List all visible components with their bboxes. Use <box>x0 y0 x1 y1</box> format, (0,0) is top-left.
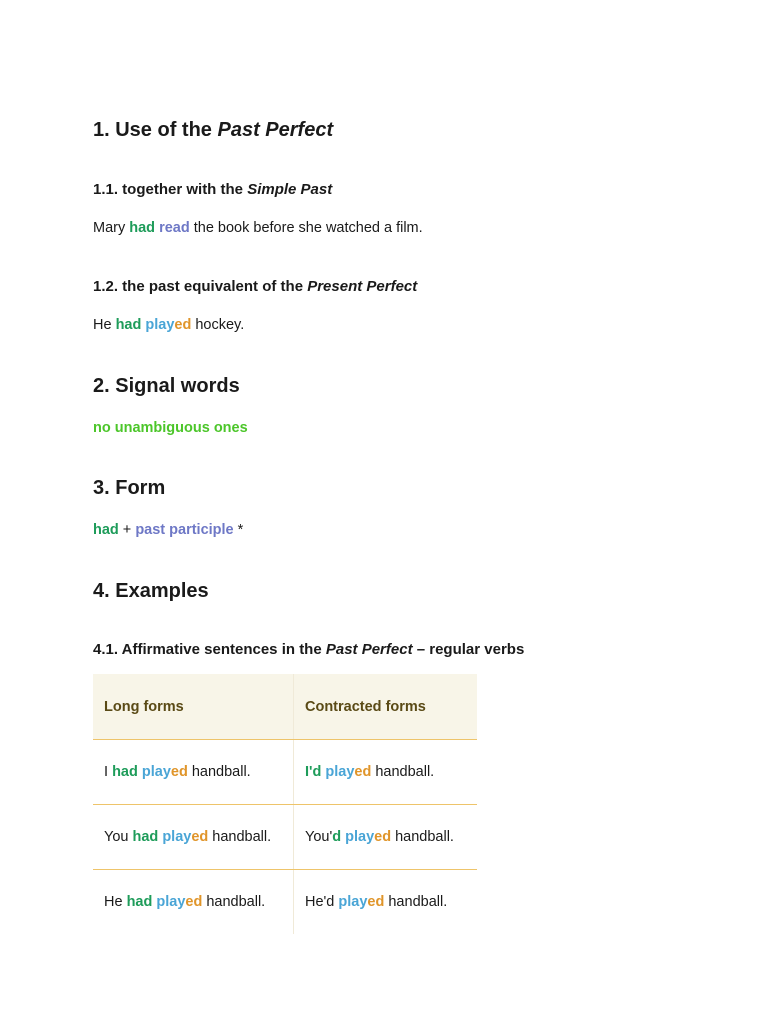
section-2-heading: 2. Signal words <box>93 375 240 397</box>
subsection-4-1-heading: 4.1. Affirmative sentences in the Past Perfect – regular verbs <box>93 641 525 658</box>
example-sentence-1: Mary had read the book before she watched a film. <box>93 220 423 236</box>
form-formula: had + past participle * <box>93 522 244 538</box>
signal-words-text: no unambiguous ones <box>93 420 248 436</box>
subsection-1-2-heading: 1.2. the past equivalent of the Present Perfect <box>93 278 418 295</box>
contracted-form-cell: You'd played handball. <box>294 805 478 870</box>
table-row <box>93 870 477 935</box>
table-row <box>93 740 477 805</box>
contracted-form-cell: He'd played handball. <box>305 894 448 910</box>
long-form-cell: He had played handball. <box>93 870 294 935</box>
long-form-cell: I had played handball. <box>93 740 294 805</box>
long-form-cell: You had played handball. <box>93 805 294 870</box>
table-header-row <box>93 674 477 740</box>
section-4-heading: 4. Examples <box>93 580 209 602</box>
contracted-form-cell: I'd played handball. <box>294 740 478 805</box>
section-3-heading: 3. Form <box>93 477 166 499</box>
column-header-contracted-forms: Contracted forms <box>294 674 478 740</box>
table-row <box>93 805 477 870</box>
section-1-heading: 1. Use of the Past Perfect <box>93 119 334 141</box>
subsection-1-1-heading: 1.1. together with the Simple Past <box>93 181 333 198</box>
examples-table <box>93 674 477 934</box>
example-sentence-2: He had played hockey. <box>93 317 245 333</box>
column-header-long-forms: Long forms <box>93 674 294 740</box>
